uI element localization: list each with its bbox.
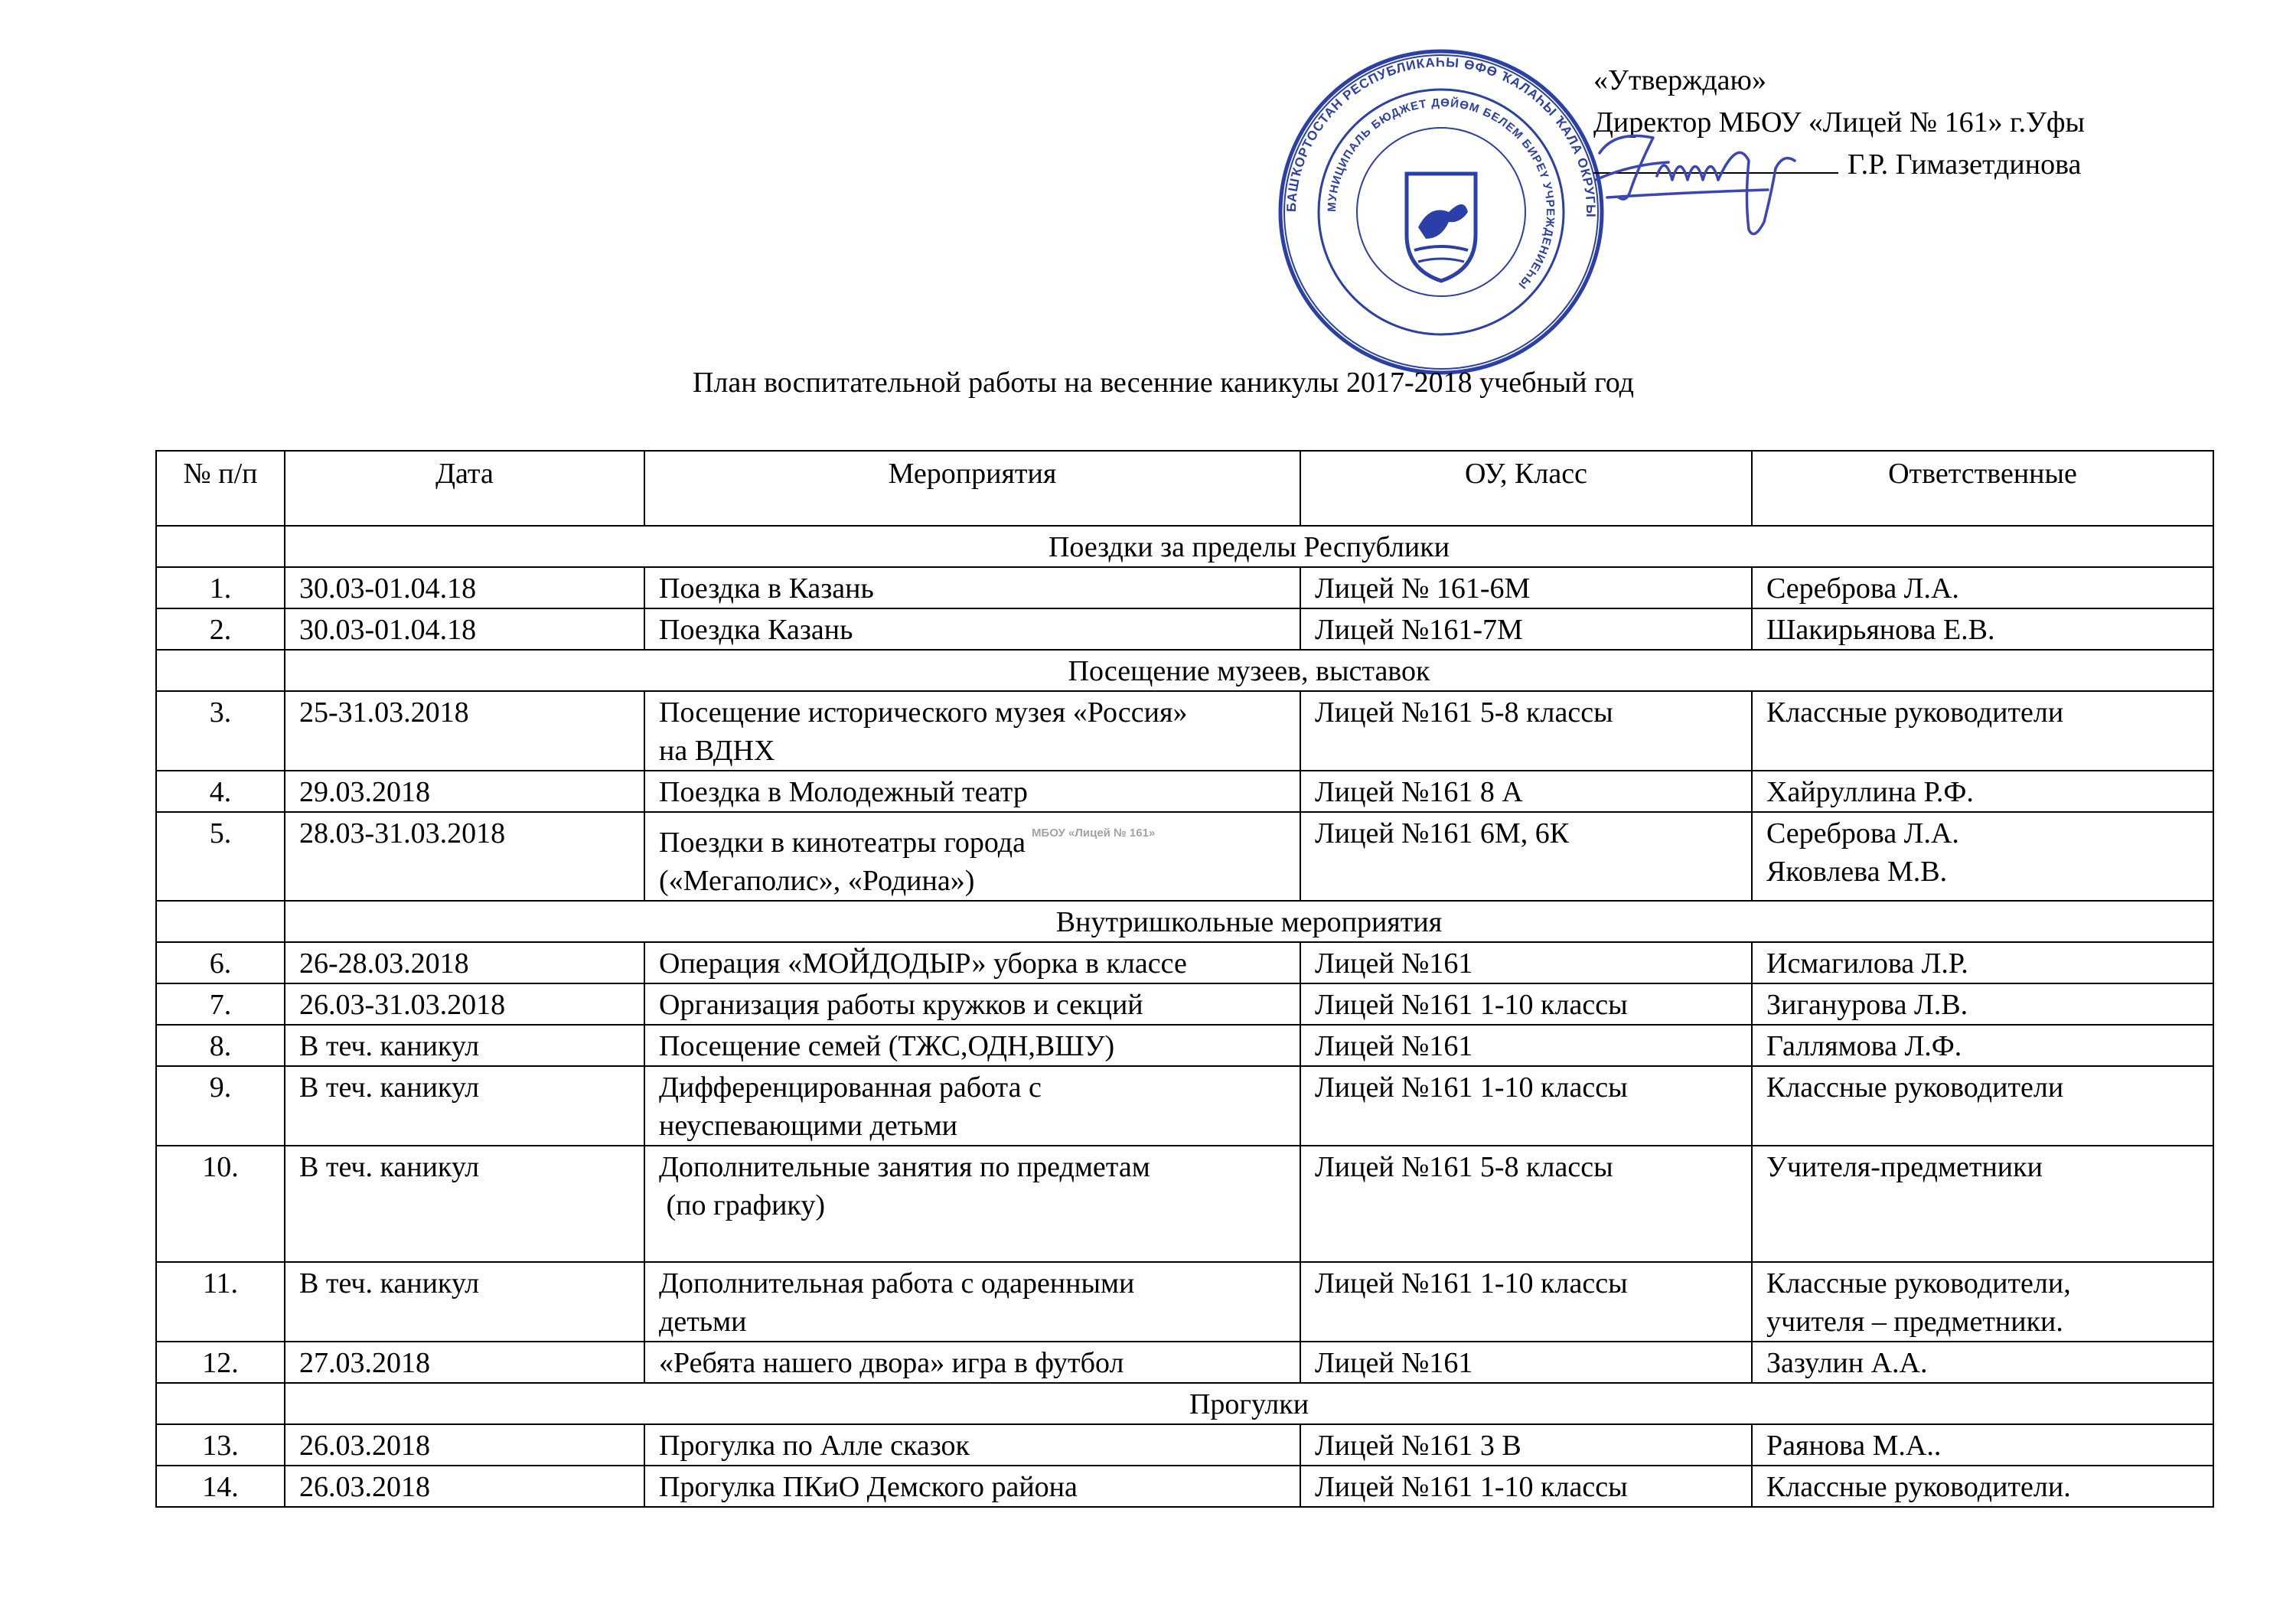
row-date: В теч. каникул xyxy=(285,1262,644,1342)
section-title: Посещение музеев, выставок xyxy=(285,650,2213,691)
row-event xyxy=(644,1066,1300,1146)
row-responsible-line: Классные руководители xyxy=(1766,696,2064,729)
row-class: Лицей №161 1-10 классы xyxy=(1300,1262,1752,1342)
official-seal xyxy=(1277,47,1606,377)
plan-table xyxy=(155,450,2214,1508)
row-responsible-line: Зиганурова Л.В. xyxy=(1766,989,1968,1021)
director-name: Г.Р. Гимазетдинова xyxy=(1848,148,2082,181)
col-header-date: Дата xyxy=(285,451,644,526)
row-event xyxy=(644,771,1300,812)
row-class: Лицей №161 1-10 классы xyxy=(1300,1466,1752,1507)
row-num: 2. xyxy=(156,608,285,650)
row-event-line: Посещение семей (ТЖС,ОДН,ВШУ) xyxy=(659,1030,1115,1062)
col-header-class: ОУ, Класс xyxy=(1300,451,1752,526)
row-event-line: Прогулка по Алле сказок xyxy=(659,1430,970,1462)
row-num: 12. xyxy=(156,1342,285,1383)
row-event-line: Поездка Казань xyxy=(659,614,853,646)
table-row xyxy=(156,771,2213,812)
row-responsible xyxy=(1752,1262,2213,1342)
row-responsible xyxy=(1752,1424,2213,1466)
section-num-cell xyxy=(156,901,285,942)
row-num: 5. xyxy=(156,812,285,901)
row-event-line: Поездка в Молодежный театр xyxy=(659,776,1028,808)
row-class: Лицей №161 6М, 6К xyxy=(1300,812,1752,901)
row-responsible-line: Классные руководители xyxy=(1766,1071,2064,1104)
row-class: Лицей №161 xyxy=(1300,942,1752,983)
approval-heading: «Утверждаю» xyxy=(1593,64,1766,96)
section-row xyxy=(156,1383,2213,1424)
table-row xyxy=(156,1466,2213,1507)
row-num: 8. xyxy=(156,1025,285,1066)
row-event xyxy=(644,1466,1300,1507)
row-event xyxy=(644,942,1300,983)
row-event xyxy=(644,1025,1300,1066)
row-num: 13. xyxy=(156,1424,285,1466)
row-num: 3. xyxy=(156,691,285,771)
row-responsible-line: Сереброва Л.А. xyxy=(1766,572,1959,605)
table-row xyxy=(156,1342,2213,1383)
row-responsible xyxy=(1752,983,2213,1025)
row-responsible-line: Исмагилова Л.Р. xyxy=(1766,947,1968,980)
row-class: Лицей №161 5-8 классы xyxy=(1300,1146,1752,1262)
row-date: 26-28.03.2018 xyxy=(285,942,644,983)
row-event-line: Дифференцированная работа с xyxy=(659,1071,1042,1104)
row-num: 10. xyxy=(156,1146,285,1262)
col-header-responsible: Ответственные xyxy=(1752,451,2213,526)
section-num-cell xyxy=(156,1383,285,1424)
table-row xyxy=(156,691,2213,771)
row-date: 30.03-01.04.18 xyxy=(285,608,644,650)
row-date: 28.03-31.03.2018 xyxy=(285,812,644,901)
row-responsible-line: Галлямова Л.Ф. xyxy=(1766,1030,1962,1062)
row-responsible-line: Сереброва Л.А. xyxy=(1766,817,1959,850)
row-responsible-line: Зазулин А.А. xyxy=(1766,1347,1928,1379)
table-row xyxy=(156,1262,2213,1342)
handwritten-signature xyxy=(1584,107,1906,245)
row-responsible-line: Шакирьянова Е.В. xyxy=(1766,614,1995,646)
row-responsible-line: Классные руководители. xyxy=(1766,1471,2071,1503)
row-date: 27.03.2018 xyxy=(285,1342,644,1383)
row-event-line: Поездка в Казань xyxy=(659,572,874,605)
section-title: Поездки за пределы Республики xyxy=(285,526,2213,567)
row-class: Лицей №161 1-10 классы xyxy=(1300,1066,1752,1146)
row-event-line: детьми xyxy=(659,1306,747,1338)
row-responsible-line: учителя – предметники. xyxy=(1766,1306,2063,1338)
section-row xyxy=(156,650,2213,691)
table-row xyxy=(156,1146,2213,1262)
row-responsible-line: Яковлева М.В. xyxy=(1766,856,1948,888)
section-title: Внутришкольные мероприятия xyxy=(285,901,2213,942)
row-event-line: Посещение исторического музея «Россия» xyxy=(659,696,1188,729)
row-event-line: Операция «МОЙДОДЫР» уборка в классе xyxy=(659,947,1187,980)
table-row xyxy=(156,1424,2213,1466)
section-row xyxy=(156,526,2213,567)
row-class: Лицей №161 8 А xyxy=(1300,771,1752,812)
row-event xyxy=(644,1262,1300,1342)
row-date: 29.03.2018 xyxy=(285,771,644,812)
row-date: В теч. каникул xyxy=(285,1066,644,1146)
row-event xyxy=(644,1146,1300,1262)
table-row xyxy=(156,567,2213,608)
table-row xyxy=(156,983,2213,1025)
row-class: Лицей №161 xyxy=(1300,1342,1752,1383)
section-num-cell xyxy=(156,526,285,567)
seal-inner-text: МУНИЦИПАЛЬ БЮДЖЕТ ДӨЙӨМ БЕЛЕМ БИРЕҮ УЧРЕЖДЕНИЕҺЫ xyxy=(1325,96,1557,292)
approval-position: Директор МБОУ «Лицей № 161» г.Уфы xyxy=(1593,106,2086,139)
section-title: Прогулки xyxy=(285,1383,2213,1424)
row-date: 26.03.2018 xyxy=(285,1424,644,1466)
row-class: Лицей №161 3 В xyxy=(1300,1424,1752,1466)
section-row xyxy=(156,901,2213,942)
row-event-line: Организация работы кружков и секций xyxy=(659,989,1143,1021)
row-event-text: Поездки в кинотеатры города xyxy=(659,827,1026,859)
seal-emblem-icon xyxy=(1407,174,1476,281)
row-num: 1. xyxy=(156,567,285,608)
row-class: Лицей №161-7М xyxy=(1300,608,1752,650)
row-event xyxy=(644,983,1300,1025)
table-row xyxy=(156,1066,2213,1146)
row-responsible-line: Классные руководители, xyxy=(1766,1267,2071,1300)
table-row xyxy=(156,942,2213,983)
section-num-cell xyxy=(156,650,285,691)
row-event-line: на ВДНХ xyxy=(659,735,775,767)
row-responsible xyxy=(1752,1025,2213,1066)
row-class: Лицей №161 5-8 классы xyxy=(1300,691,1752,771)
table-header-row xyxy=(156,451,2213,526)
table-row xyxy=(156,608,2213,650)
col-header-num: № п/п xyxy=(156,451,285,526)
row-event-line: «Ребята нашего двора» игра в футбол xyxy=(659,1347,1124,1379)
row-num: 9. xyxy=(156,1066,285,1146)
row-event-line: неуспевающими детьми xyxy=(659,1110,958,1142)
row-responsible xyxy=(1752,608,2213,650)
row-event-line: Дополнительная работа с одаренными xyxy=(659,1267,1135,1300)
row-event xyxy=(644,691,1300,771)
row-responsible xyxy=(1752,567,2213,608)
row-responsible xyxy=(1752,1146,2213,1262)
document-title: План воспитательной работы на весенние каникулы 2017-2018 учебный год xyxy=(692,367,1635,399)
row-event xyxy=(644,1424,1300,1466)
row-event-line: (по графику) xyxy=(659,1189,825,1221)
table-row xyxy=(156,812,2213,901)
row-event xyxy=(644,812,1300,901)
row-class: Лицей № 161-6М xyxy=(1300,567,1752,608)
row-class: Лицей №161 xyxy=(1300,1025,1752,1066)
row-event xyxy=(644,567,1300,608)
table-row xyxy=(156,1025,2213,1066)
row-date: В теч. каникул xyxy=(285,1146,644,1262)
col-header-event: Мероприятия xyxy=(644,451,1300,526)
row-responsible-line: Хайруллина Р.Ф. xyxy=(1766,776,1974,808)
row-date: 26.03.2018 xyxy=(285,1466,644,1507)
row-event-line: («Мегаполис», «Родина») xyxy=(659,865,975,897)
row-responsible xyxy=(1752,691,2213,771)
row-responsible xyxy=(1752,812,2213,901)
row-date: 30.03-01.04.18 xyxy=(285,567,644,608)
row-event xyxy=(644,1342,1300,1383)
row-event xyxy=(644,608,1300,650)
row-class: Лицей №161 1-10 классы xyxy=(1300,983,1752,1025)
row-event-line: Прогулка ПКиО Демского района xyxy=(659,1471,1078,1503)
row-num: 7. xyxy=(156,983,285,1025)
row-date: В теч. каникул xyxy=(285,1025,644,1066)
row-event-line xyxy=(659,814,1286,862)
row-responsible-line: Раянова М.А.. xyxy=(1766,1430,1942,1462)
row-date: 25-31.03.2018 xyxy=(285,691,644,771)
row-num: 6. xyxy=(156,942,285,983)
row-num: 11. xyxy=(156,1262,285,1342)
row-num: 4. xyxy=(156,771,285,812)
row-responsible xyxy=(1752,771,2213,812)
row-date: 26.03-31.03.2018 xyxy=(285,983,644,1025)
row-num: 14. xyxy=(156,1466,285,1507)
row-responsible xyxy=(1752,1066,2213,1146)
row-responsible-line: Учителя-предметники xyxy=(1766,1151,2043,1183)
row-responsible xyxy=(1752,1466,2213,1507)
row-event-line: Дополнительные занятия по предметам xyxy=(659,1151,1150,1183)
row-responsible xyxy=(1752,1342,2213,1383)
school-stamp-text: МБОУ «Лицей № 161» xyxy=(1031,827,1156,840)
row-responsible xyxy=(1752,942,2213,983)
seal-outer-text: БАШҠОРТОСТАН РЕСПУБЛИКАҺЫ ӨФӨ ҠАЛАҺЫ ҠАЛА ОКРУГЫ xyxy=(1283,54,1599,218)
